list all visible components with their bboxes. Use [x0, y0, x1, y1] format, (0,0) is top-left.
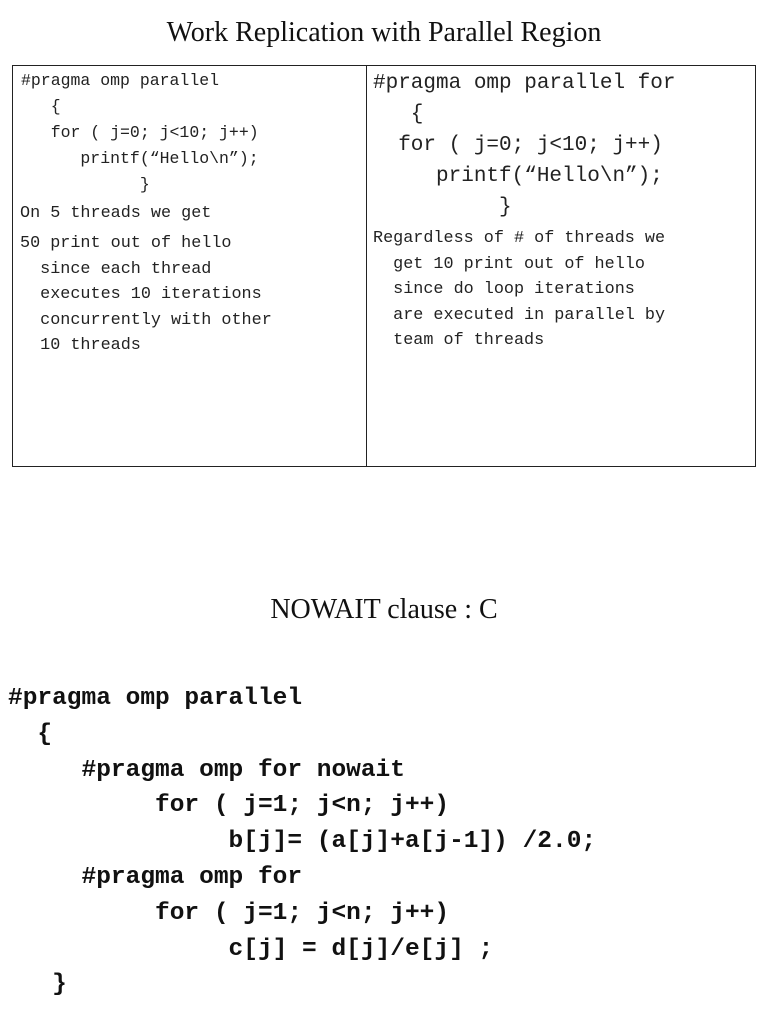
parallel-for-code-snippet: #pragma omp parallel for { for ( j=0; j<10; j++) printf(“Hello\n”); } — [373, 72, 676, 219]
parallel-code-snippet: #pragma omp parallel { for ( j=0; j<10; j++) printf(“Hello\n”); } — [21, 71, 259, 194]
left-code-panel — [12, 65, 367, 467]
left-result-line: On 5 threads we get — [20, 204, 212, 223]
slide-title-nowait: NOWAIT clause : C — [270, 594, 498, 625]
right-explanation: Regardless of # of threads we get 10 print out of hello since do loop iterations are executed in parallel by team of threads — [373, 229, 666, 351]
left-explanation: 50 print out of hello since each thread executes 10 iterations concurrently with other 10 threads — [20, 234, 272, 356]
right-code-panel — [366, 65, 756, 467]
nowait-code-example: #pragma omp parallel { #pragma omp for nowait for ( j=1; j<n; j++) b[j]= (a[j]+a[j-1]) /2.0; #pragma omp for for ( j=1; j<n; j++) c[j] = d[j]/e[j] ; } — [8, 685, 597, 999]
slide-title-work-replication: Work Replication with Parallel Region — [166, 17, 602, 48]
